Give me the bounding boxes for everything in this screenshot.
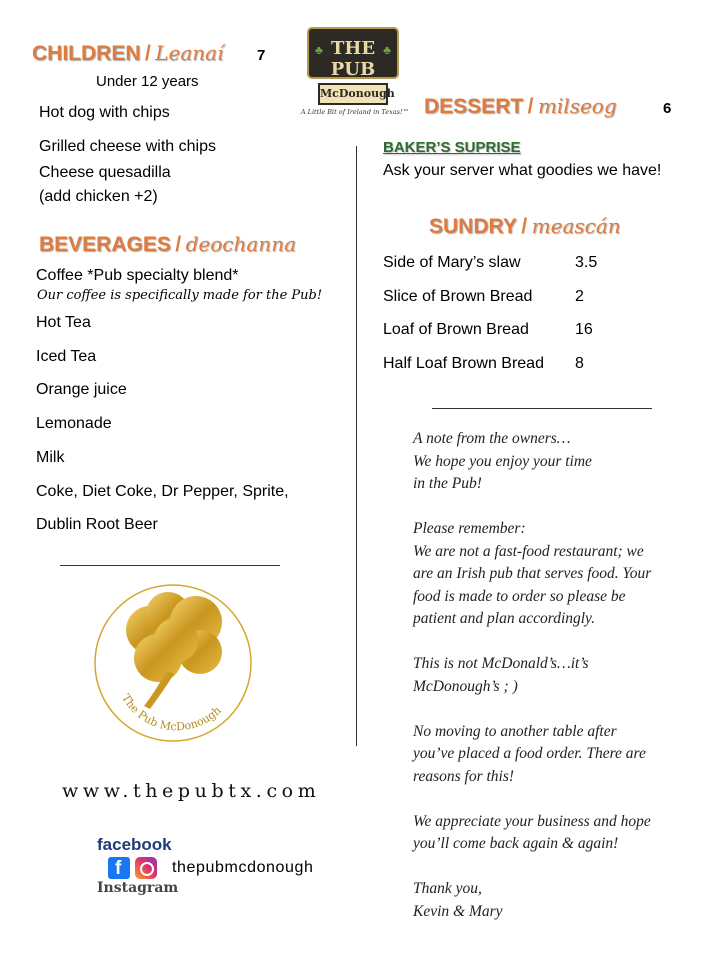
menu-item: Cheese quesadilla bbox=[39, 164, 171, 181]
beverage-item: Iced Tea bbox=[36, 348, 97, 365]
sundry-item-name: Half Loaf Brown Bread bbox=[383, 355, 544, 372]
beverage-item: Lemonade bbox=[36, 415, 112, 432]
website-url[interactable]: www.thepubtx.com bbox=[62, 780, 321, 802]
facebook-f-glyph: f bbox=[115, 858, 122, 879]
instagram-lens-glyph bbox=[140, 862, 154, 876]
seal-text: The Pub McDonough bbox=[119, 691, 224, 734]
beverage-item: Dublin Root Beer bbox=[36, 516, 158, 533]
coffee-description: Our coffee is specifically made for the Pub! bbox=[37, 288, 323, 303]
divider bbox=[60, 565, 280, 566]
note-signature: Thank you, Kevin & Mary bbox=[413, 880, 503, 920]
pub-logo bbox=[307, 27, 399, 79]
owners-note bbox=[413, 428, 713, 946]
shamrock-seal-logo bbox=[88, 578, 258, 748]
note-paragraph: Please remember: We are not a fast-food restaurant; we are an Irish pub that serves food. Your food is made to order so please be patient and plan accordingly. bbox=[413, 520, 652, 627]
children-heading: CHILDREN / Leanaí bbox=[32, 41, 224, 65]
sundry-item-price: 16 bbox=[575, 321, 593, 338]
sundry-item-price: 8 bbox=[575, 355, 584, 372]
note-paragraph: No moving to another table after you’ve placed a food order. There are reasons for this! bbox=[413, 722, 646, 785]
note-paragraph: This is not McDonald’s…it’s McDonough’s ; ) bbox=[413, 655, 589, 695]
menu-item-note: (add chicken +2) bbox=[39, 188, 158, 205]
social-handle[interactable]: thepubmcdonough bbox=[172, 859, 314, 876]
sundry-item-name: Loaf of Brown Bread bbox=[383, 321, 529, 338]
coffee-item: Coffee *Pub specialty blend* bbox=[36, 267, 239, 284]
note-paragraph: A note from the owners… We hope you enjoy your time in the Pub! bbox=[413, 430, 592, 492]
dessert-item-description: Ask your server what goodies we have! bbox=[383, 162, 662, 179]
menu-item: Grilled cheese with chips bbox=[39, 138, 216, 155]
logo-title: THE PUB bbox=[330, 38, 376, 80]
column-divider bbox=[356, 146, 357, 746]
sundry-item-price: 2 bbox=[575, 288, 584, 305]
divider bbox=[432, 408, 652, 409]
beverage-item: Orange juice bbox=[36, 381, 127, 398]
beverage-item: Hot Tea bbox=[36, 314, 91, 331]
facebook-icon[interactable] bbox=[108, 857, 130, 879]
shamrock-icon: ♣ bbox=[315, 43, 323, 57]
beverage-item: Coke, Diet Coke, Dr Pepper, Sprite, bbox=[36, 483, 289, 500]
note-paragraph: We appreciate your business and hope you’ll come back again & again! bbox=[413, 812, 651, 852]
sundry-heading: SUNDRY / meascán bbox=[429, 214, 621, 238]
sundry-item-name: Side of Mary’s slaw bbox=[383, 254, 521, 271]
logo-tagline: A Little Bit of Ireland in Texas!™ bbox=[300, 108, 410, 116]
children-age-note: Under 12 years bbox=[96, 73, 199, 90]
beverage-item: Milk bbox=[36, 449, 65, 466]
dessert-heading: DESSERT / milseog bbox=[424, 94, 617, 118]
menu-item: Hot dog with chips bbox=[39, 104, 170, 121]
dessert-price: 6 bbox=[663, 100, 672, 117]
instagram-label: Instagram bbox=[97, 880, 179, 896]
logo-subtitle: McDonough bbox=[318, 83, 388, 105]
sundry-item-price: 3.5 bbox=[575, 254, 598, 271]
sundry-item-name: Slice of Brown Bread bbox=[383, 288, 533, 305]
shamrock-icon bbox=[126, 592, 222, 709]
shamrock-icon: ♣ bbox=[383, 43, 391, 57]
facebook-label: facebook bbox=[97, 835, 172, 854]
beverages-heading: BEVERAGES / deochanna bbox=[39, 232, 296, 256]
instagram-icon[interactable] bbox=[135, 857, 157, 879]
children-price: 7 bbox=[257, 47, 266, 64]
dessert-item-name: BAKER’S SUPRISE bbox=[383, 139, 521, 156]
